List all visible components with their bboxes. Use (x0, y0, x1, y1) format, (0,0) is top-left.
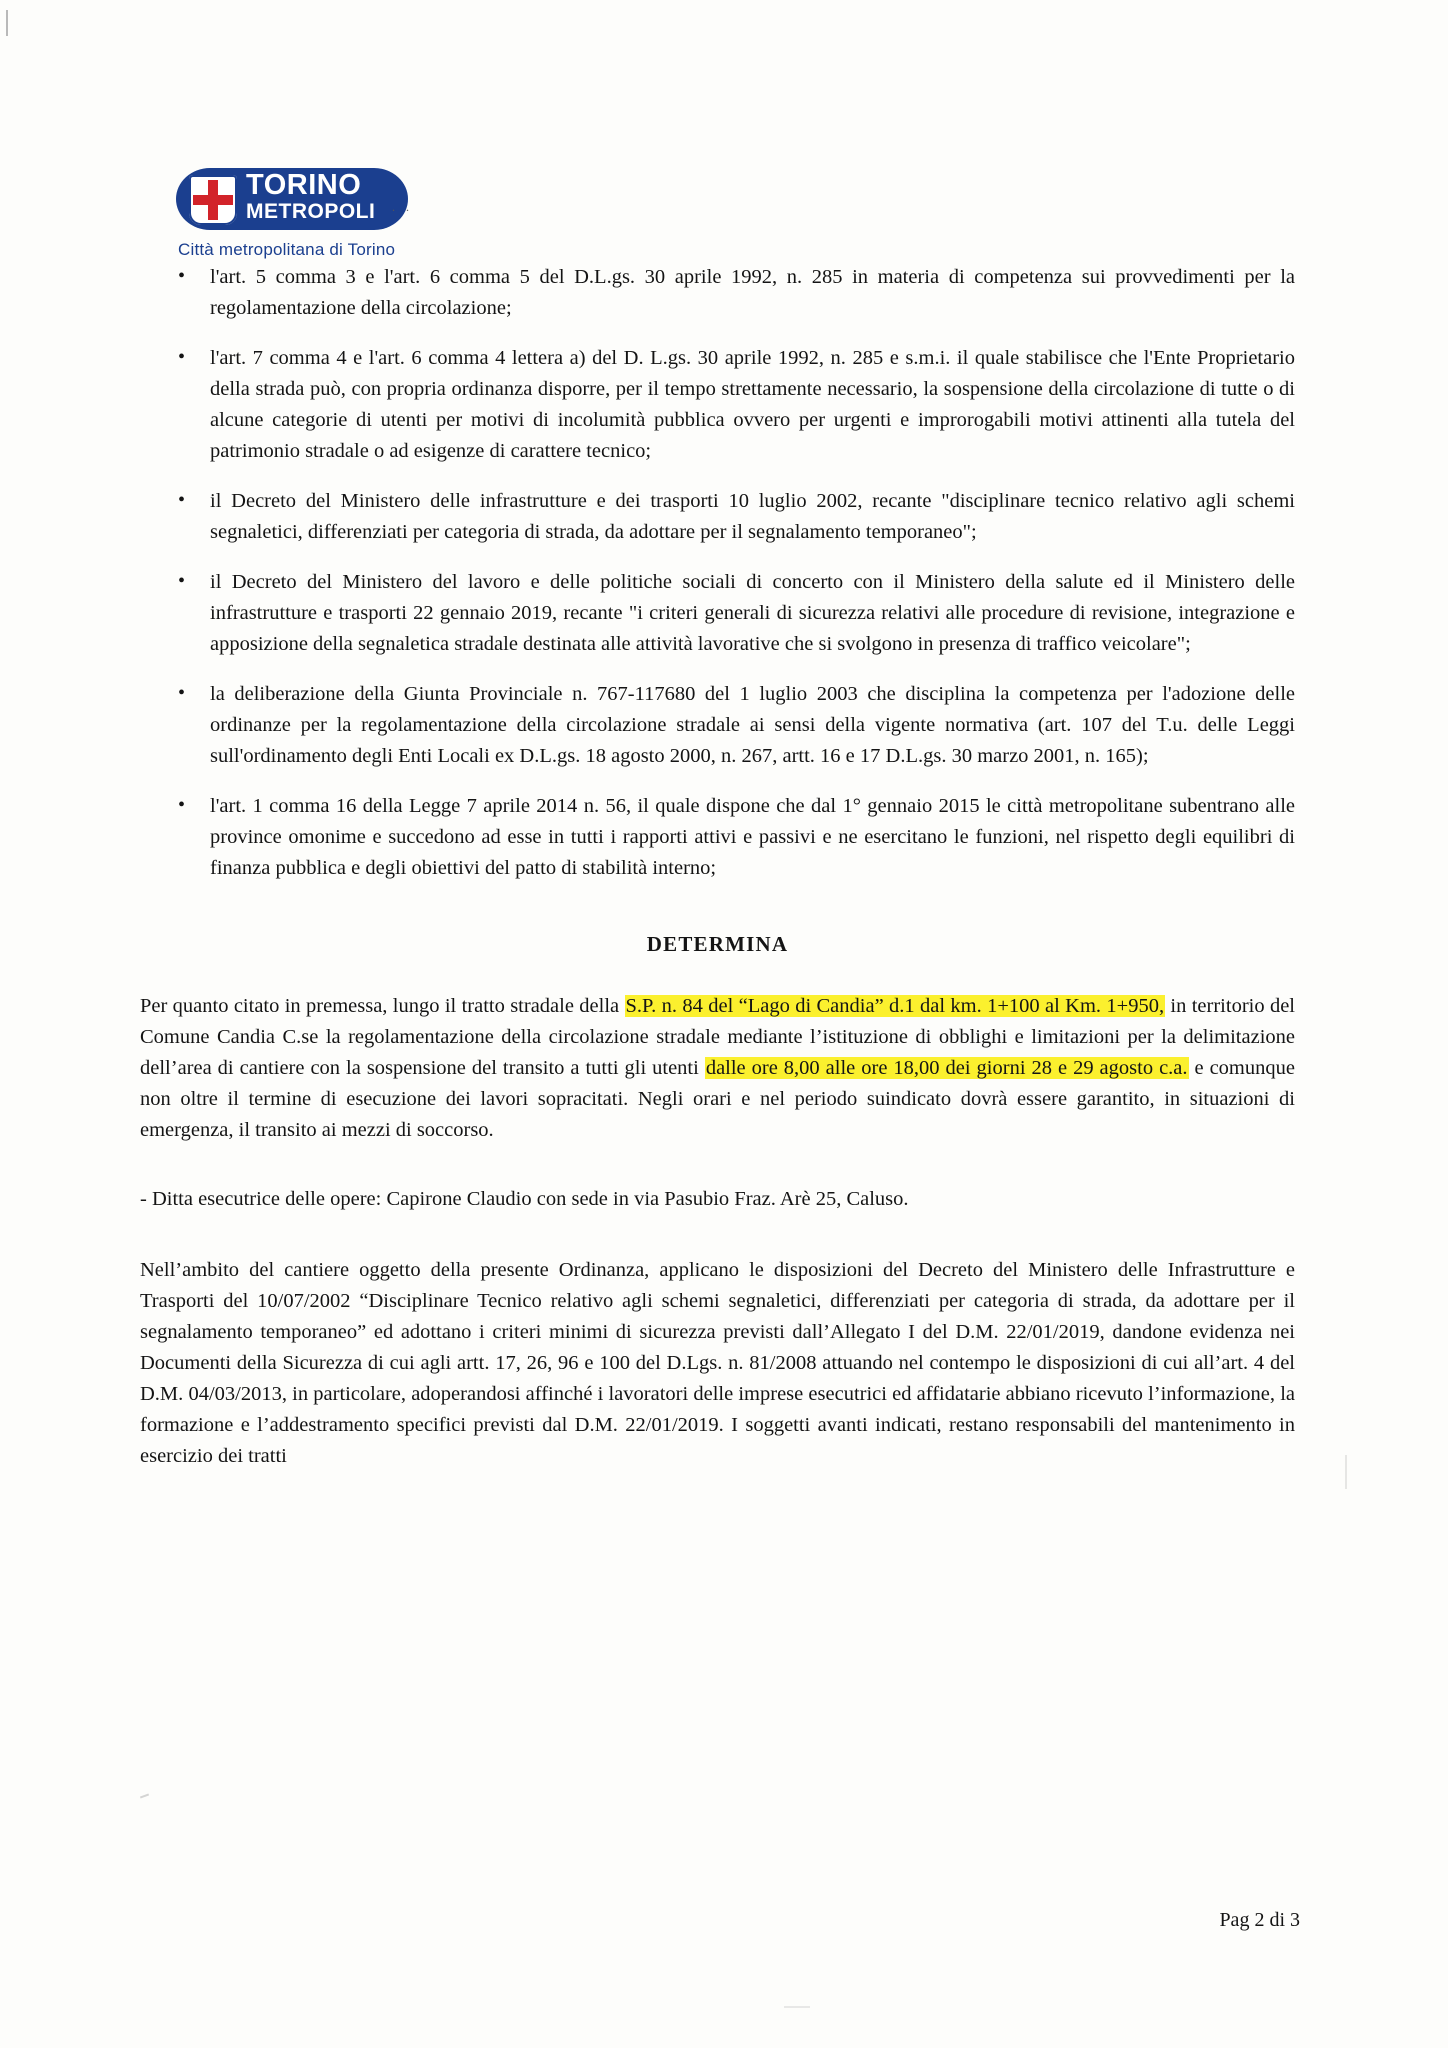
list-item: • l'art. 1 comma 16 della Legge 7 aprile 2014 n. 56, il quale dispone che dal 1° gennaio 2015 le città metropolitane subentrano alle province omonime e succedono ad esse in tutti i rapporti attivi e passivi e ne esercitano le funzioni, nel rispetto degli equilibri di finanza pubblica e degli obiettivi del patto di stabilità interno; (140, 791, 1295, 884)
logo-line-1: TORINO (246, 169, 362, 201)
logo-badge (176, 168, 408, 236)
safety-provisions-paragraph: Nell’ambito del cantiere oggetto della presente Ordinanza, applicano le disposizioni del Decreto del Ministero delle Infrastrutture e Trasporti del 10/07/2002 “Disciplinare Tecnico relativo agli schemi segnaletici, differenziati per categoria di strada, da adottare per il segnalamento temporaneo” ed adottano i criteri minimi di sicurezza previsti dall’Allegato I del D.M. 22/01/2019, dandone evidenza nei Documenti della Sicurezza di cui agli artt. 17, 26, 96 e 100 del D.Lgs. n. 81/2008 attuando nel contempo le disposizioni di cui all’art. 4 del D.M. 04/03/2013, in particolare, adoperandosi affinché i lavoratori delle imprese esecutrici ed affidatarie abbiano ricevuto l’informazione, la formazione e l’addestramento specifici previsti dal D.M. 22/01/2019. I soggetti avanti indicati, restano responsabili del mantenimento in esercizio dei tratti (140, 1259, 1295, 1467)
highlight-road-section: S.P. n. 84 del “Lago di Candia” d.1 dal km. 1+100 al Km. 1+950, (625, 995, 1165, 1017)
page-footer: Pag 2 di 3 (1219, 1909, 1300, 1931)
determina-text-part2: in territorio del Comune Candia C.se la regolamentazione della circolazione stradale mediante l’istituzione di obblighi e limitazioni per la delimitazione dell’area di cantiere con la sospensione del transito a tutti gli utenti (140, 995, 1295, 1079)
list-item: • l'art. 5 comma 3 e l'art. 6 comma 5 del D.L.gs. 30 aprile 1992, n. 285 in materia di competenza sui provvedimenti per la regolamentazione della circolazione; (140, 262, 1295, 324)
document-body (140, 262, 1295, 1498)
scan-speck: . . (392, 200, 413, 214)
determina-text-part1: Per quanto citato in premessa, lungo il tratto stradale della (140, 995, 625, 1017)
logo-wordmark (246, 170, 375, 224)
list-item: • la deliberazione della Giunta Provinciale n. 767-117680 del 1 luglio 2003 che disciplina la competenza per l'adozione delle ordinanze per la regolamentazione della circolazione stradale ai sensi della vigente normativa (art. 107 del T.u. delle Leggi sull'ordinamento degli Enti Locali ex D.L.gs. 18 agosto 2000, n. 267, artt. 16 e 17 D.L.gs. 30 marzo 2001, n. 165); (140, 679, 1295, 772)
highlight-closure-schedule: dalle ore 8,00 alle ore 18,00 dei giorni 28 e 29 agosto c.a. (705, 1057, 1188, 1079)
cross-shield-icon (189, 175, 237, 225)
scan-artifact (1345, 1455, 1347, 1489)
determina-paragraph (140, 991, 1295, 1146)
list-item: • il Decreto del Ministero delle infrastrutture e dei trasporti 10 luglio 2002, recante "disciplinare tecnico relativo agli schemi segnaletici, differenziati per categoria di strada, da adottare per il segnalamento temporaneo"; (140, 486, 1295, 548)
section-heading-determina: DETERMINA (646, 932, 789, 956)
determina-text-part3: e comunque non oltre il termine di esecuzione dei lavori sopracitati. Negli orari e nel periodo suindicato dovrà essere garantito, in situazioni di emergenza, il transito ai mezzi di soccorso. (140, 1057, 1295, 1141)
scan-artifact (784, 2006, 810, 2008)
logo-line-2: METROPOLI (246, 200, 376, 223)
scan-artifact (6, 10, 8, 36)
letterhead-logo (176, 168, 496, 260)
list-item: • il Decreto del Ministero del lavoro e delle politiche sociali di concerto con il Ministero della salute ed il Ministero delle infrastrutture e trasporti 22 gennaio 2019, recante "i criteri generali di sicurezza relativi alle procedure di revisione, integrazione e apposizione della segnaletica stradale destinata alle attività lavorative che si svolgono in presenza di traffico veicolare"; (140, 567, 1295, 660)
logo-subtitle: Città metropolitana di Torino (178, 240, 396, 259)
premise-bullet-list (140, 262, 1295, 884)
scan-artifact (140, 1794, 149, 1799)
contractor-paragraph: - Ditta esecutrice delle opere: Capirone Claudio con sede in via Pasubio Fraz. Arè 25, Caluso. (140, 1188, 909, 1210)
list-item: • l'art. 7 comma 4 e l'art. 6 comma 4 lettera a) del D. L.gs. 30 aprile 1992, n. 285 e s.m.i. il quale stabilisce che l'Ente Proprietario della strada può, con propria ordinanza disporre, per il tempo strettamente necessario, la sospensione della circolazione di tutte o di alcune categorie di utenti per motivi di incolumità pubblica ovvero per urgenti e improrogabili motivi attinenti alla tutela del patrimonio stradale o ad esigenze di carattere tecnico; (140, 343, 1295, 467)
